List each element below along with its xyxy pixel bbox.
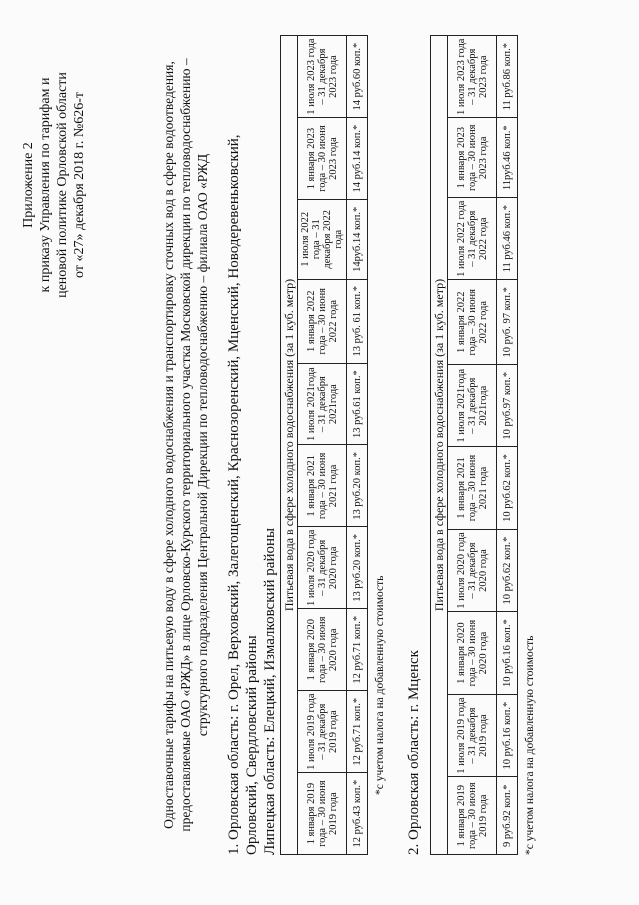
tariff-value: 10 руб.16 коп.*	[497, 694, 518, 777]
table-header: Питьевая вода в сфере холодного водоснабжения (за 1 куб. метр)	[281, 36, 298, 855]
section-2-title	[405, 650, 423, 855]
document-heading	[160, 25, 211, 865]
period-cell: 1 января 2019 года – 30 июня 2019 года	[448, 777, 497, 855]
vat-note: *с учетом налога на добавленную стоимость	[374, 575, 386, 795]
period-cell: 1 июля 2021года – 31 декабря 2021года	[448, 365, 497, 447]
section-line: 2. Орловская область: г. Мценск	[406, 650, 422, 855]
tariff-value: 12 руб.43 коп.*	[347, 773, 368, 855]
period-cell: 1 июля 2019 года – 31 декабря 2019 года	[298, 691, 347, 773]
tariff-value: 11 руб.86 коп.*	[497, 36, 518, 118]
appendix-line: Приложение 2	[21, 142, 36, 228]
heading-line: предоставляемые ОАО «РЖД» в лице Орловско-Курского территориального участка Московской дирекции по тепловодоснабжению –	[178, 58, 193, 832]
section-1-title	[225, 134, 279, 855]
tariff-value: 14 руб.60 коп.*	[347, 36, 368, 118]
tariff-value: 10 руб.16 коп.*	[497, 612, 518, 694]
period-cell: 1 января 2019 года – 30 июня 2019 года	[298, 773, 347, 855]
period-cell: 1 июля 2021года – 31 декабря 2021года	[298, 363, 347, 445]
period-cell: 1 января 2023 года – 30 июня 2023 года	[448, 118, 497, 198]
period-cell: 1 января 2021 года – 30 июня 2021 года	[298, 445, 347, 527]
section-line: Орловский, Свердловский районы	[244, 635, 260, 855]
tariff-value: 13 руб. 61 коп.*	[347, 279, 368, 363]
tariff-value: 10 руб.62 коп.*	[497, 447, 518, 529]
tariff-value: 14 руб.14 коп.*	[347, 118, 368, 200]
tariff-value: 13 руб.61 коп.*	[347, 363, 368, 445]
appendix-line: к приказу Управления по тарифам и	[38, 77, 53, 293]
period-cell: 1 июля 2019 года – 31 декабря 2019 года	[448, 694, 497, 777]
heading-line: Одноставочные тарифы на питьевую воду в сфере холодного водоснабжения и транспортировку сточных вод в сфере водоотведения,	[161, 61, 176, 829]
heading-line: структурного подразделения Центральной Дирекции по тепловодоснабжению – филиала ОАО «РЖД	[195, 153, 210, 737]
tariff-value: 9 руб.92 коп.*	[497, 777, 518, 855]
period-cell: 1 января 2020 года – 30 июня 2020 года	[298, 609, 347, 691]
section-line: 1. Орловская область: г. Орел, Верховский, Залегощенский, Краснозоренский, Мценский, Новодеревеньковский,	[226, 134, 242, 855]
period-cell: 1 января 2022 года – 30 июня 2022 года	[298, 279, 347, 363]
period-cell: 1 июля 2020 года – 31 декабря 2020 года	[448, 529, 497, 612]
tariff-table-2	[430, 35, 518, 855]
appendix-block	[20, 35, 88, 335]
tariff-value: 10 руб.62 коп.*	[497, 529, 518, 612]
period-cell: 1 июля 2022 года – 31 декабря 2022 года	[298, 199, 347, 279]
table-header: Питьевая вода в сфере холодного водоснабжения (за 1 куб. метр)	[431, 36, 448, 855]
section-line: Липецкая область: Елецкий, Измалковский районы	[262, 527, 278, 855]
tariff-value: 13 руб.20 коп.*	[347, 527, 368, 609]
tariff-value: 11руб.46 коп.*	[497, 118, 518, 198]
appendix-line: от «27» декабря 2018 г. №626-т	[72, 92, 87, 278]
period-cell: 1 июля 2023 года – 31 декабря 2023 года	[298, 36, 347, 118]
period-cell: 1 января 2023 года – 30 июня 2023 года	[298, 118, 347, 200]
period-cell: 1 июля 2020 года – 31 декабря 2020 года	[298, 527, 347, 609]
tariff-value: 10 руб.97 коп.*	[497, 365, 518, 447]
period-cell: 1 января 2021 года – 30 июня 2021 года	[448, 447, 497, 529]
tariff-value: 12 руб.71 коп.*	[347, 691, 368, 773]
tariff-value: 13 руб.20 коп.*	[347, 445, 368, 527]
tariff-value: 10 руб. 97 коп.*	[497, 280, 518, 365]
tariff-value: 12 руб.71 коп.*	[347, 609, 368, 691]
period-cell: 1 января 2022 года – 30 июня 2022 года	[448, 280, 497, 365]
tariff-value: 11 руб.46 коп.*	[497, 198, 518, 280]
tariff-table-1	[280, 35, 368, 855]
period-cell: 1 июля 2022 года – 31 декабря 2022 года	[448, 198, 497, 280]
appendix-line: ценовой политике Орловской области	[55, 72, 70, 298]
rotated-content	[10, 15, 630, 895]
tariff-value: 14руб.14 коп.*	[347, 199, 368, 279]
vat-note: *с учетом налога на добавленную стоимость	[524, 635, 536, 855]
period-cell: 1 января 2020 года – 30 июня 2020 года	[448, 612, 497, 694]
period-cell: 1 июля 2023 года – 31 декабря 2023 года	[448, 36, 497, 118]
